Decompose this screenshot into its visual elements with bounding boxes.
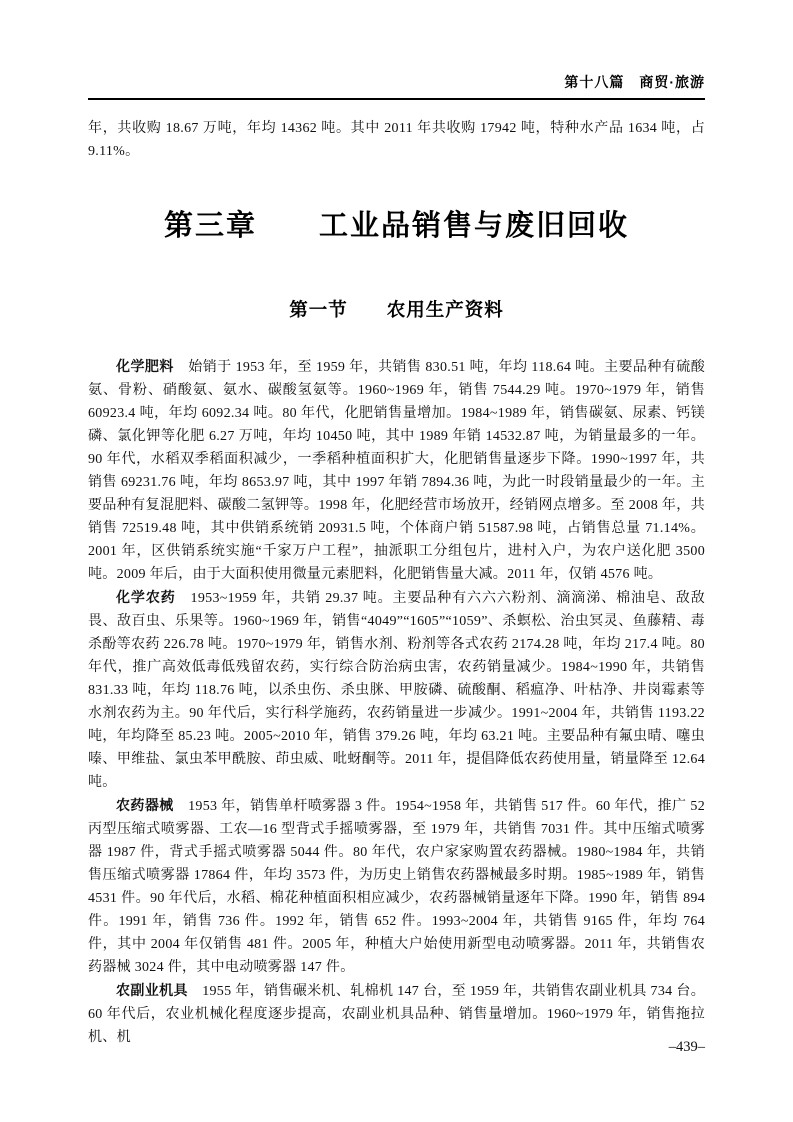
- paragraph-chemical-fertilizer: [88, 355, 705, 586]
- running-header-title: 第十八篇 商贸·旅游: [564, 74, 705, 90]
- page-header: [88, 74, 705, 92]
- paragraph-farm-machinery: [88, 979, 705, 1049]
- paragraph-lead: 化学农药: [116, 589, 176, 605]
- paragraph-text: 1955 年，销售碾米机、轧棉机 147 台，至 1959 年，共销售农副业机具 734 台。60 年代后，农业机械化程度逐步提高，农副业机具品种、销售量增加。1960~1979 年，销售拖拉机、机: [88, 984, 705, 1045]
- header-rule: [88, 98, 705, 100]
- chapter-title: 第三章 工业品销售与废旧回收: [163, 210, 629, 242]
- paragraph-text: 始销于 1953 年，至 1959 年，共销售 830.51 吨，年均 118.64 吨。主要品种有硫酸氨、骨粉、硝酸氨、氨水、碳酸氢氨等。1960~1969 年，销售 7544.29 吨。1970~1979 年，销售 60923.4 吨，年均 6092.34 吨。80 年代，化肥销售量增加。1984~1989 年，销售碳氨、尿素、钙镁磷、氯化钾等化肥 6.27 万吨，年均 10450 吨，其中 1989 年销 14532.87 吨，为销量最多的一年。90 年代，水稻双季稻面积减少，一季稻种植面积扩大，化肥销售量逐步下降。1990~1997 年，共销售 69231.76 吨，年均 8653.97 吨，其中 1997 年销 7894.36 吨，为此一时段销量最少的一年。主要品种有复混肥料、碳酸二氢钾等。1998 年，化肥经营市场放开，经销网点增多。至 2008 年，共销售 72519.48 吨，其中供销系统销 20931.5 吨，个体商户销 51587.98 吨，占销售总量 71.14%。2001 年，区供销系统实施“千家万户工程”，抽派职工分组包片，进村入户，为农户送化肥 3500 吨。2009 年后，由于大面积使用微量元素肥料，化肥销售量大减。2011 年，仅销 4576 吨。: [88, 360, 705, 582]
- body-text-block: [88, 355, 705, 1049]
- paragraph-text: 1953~1959 年，共销 29.37 吨。主要品种有六六六粉剂、滴滴涕、棉油皂、敌敌畏、敌百虫、乐果等。1960~1969 年，销售“4049”“1605”“1059”、杀螟松、治虫冥灵、鱼藤精、毒杀酚等农药 226.78 吨。1970~1979 年，销售水剂、粉剂等各式农药 2174.28 吨，年均 217.4 吨。80 年代，推广高效低毒低残留农药，实行综合防治病虫害，农药销量减少。1984~1990 年，共销售 831.33 吨，年均 118.76 吨，以杀虫伤、杀虫脒、甲胺磷、硫酸酮、稻瘟净、叶枯净、井岗霉素等水剂农药为主。90 年代后，实行科学施药，农药销量进一步减少。1991~2004 年，共销售 1193.22 吨，年均降至 85.23 吨。2005~2010 年，销售 379.26 吨，年均 63.21 吨。主要品种有氟虫晴、噻虫嗪、甲维盐、氯虫苯甲酰胺、茚虫威、吡蚜酮等。2011 年，提倡降低农药使用量，销量降至 12.64 吨。: [88, 591, 705, 790]
- section-title: 第一节 农用生产资料: [289, 299, 504, 320]
- paragraph-chemical-pesticide: [88, 586, 705, 794]
- paragraph-lead: 农药器械: [116, 797, 174, 813]
- intro-paragraph: 年，共收购 18.67 万吨，年均 14362 吨。其中 2011 年共收购 17942 吨，特种水产品 1634 吨，占 9.11%。: [88, 121, 705, 159]
- paragraph-lead: 化学肥料: [116, 358, 174, 374]
- paragraph-pesticide-equipment: [88, 794, 705, 979]
- page-number: –439–: [668, 1039, 705, 1055]
- paragraph-text: 1953 年，销售单杆喷雾器 3 件。1954~1958 年，共销售 517 件。60 年代，推广 52 丙型压缩式喷雾器、工农—16 型背式手摇喷雾器，至 1979 年，共销售 7031 件。其中压缩式喷雾器 1987 件，背式手摇式喷雾器 5044 件。80 年代，农户家家购置农药器械。1980~1984 年，共销售压缩式喷雾器 17864 件，年均 3573 件，为历史上销售农药器械最多时期。1985~1989 年，销售 4531 件。90 年代后，水稻、棉花种植面积相应减少，农药器械销量逐年下降。1990 年，销售 894 件。1991 年，销售 736 件。1992 年，销售 652 件。1993~2004 年，共销售 9165 件，年均 764 件，其中 2004 年仅销售 481 件。2005 年，种植大户始使用新型电动喷雾器。2011 年，共销售农药器械 3024 件，其中电动喷雾器 147 件。: [88, 799, 705, 975]
- paragraph-lead: 农副业机具: [116, 982, 188, 998]
